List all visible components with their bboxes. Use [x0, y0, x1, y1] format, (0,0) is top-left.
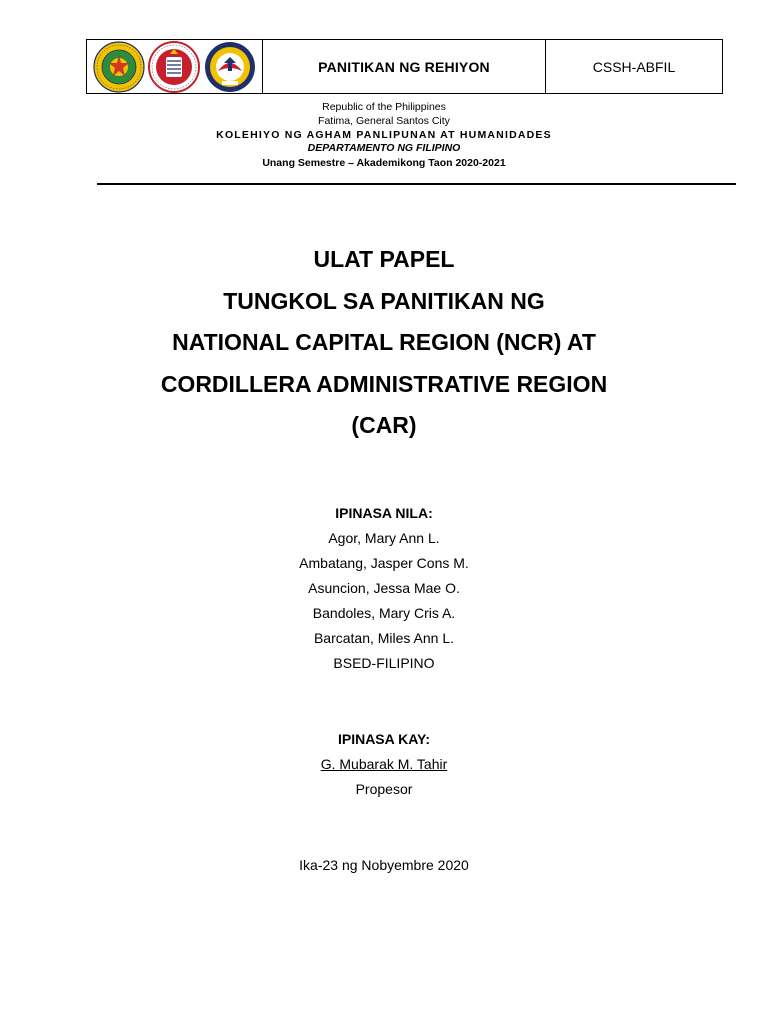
- logo-cell: [87, 40, 263, 93]
- title-line-2: TUNGKOL SA PANITIKAN NG: [223, 287, 545, 314]
- course-title: PANITIKAN NG REHIYON: [263, 40, 546, 93]
- submitted-to-heading: IPINASA KAY:: [337, 731, 431, 747]
- country-line: Republic of the Philippines: [322, 101, 446, 113]
- header-table: [86, 39, 723, 94]
- title-line-1: ULAT PAPEL: [313, 246, 455, 272]
- author-name: Ambatang, Jasper Cons M.: [299, 555, 469, 571]
- submission-date: Ika-23 ng Nobyembre 2020: [299, 857, 469, 873]
- submitted-to-section: [0, 727, 768, 802]
- course-code: CSSH-ABFIL: [592, 58, 676, 75]
- semester-line: Unang Semestre – Akademikong Taon 2020-2021: [262, 156, 506, 169]
- date-section: [0, 853, 768, 878]
- college-seal-logo: [148, 41, 200, 93]
- title-line-3: NATIONAL CAPITAL REGION (NCR) AT: [172, 329, 596, 355]
- submitted-by-heading: IPINASA NILA:: [335, 505, 433, 521]
- professor-name: G. Mubarak M. Tahir: [320, 756, 448, 772]
- professor-role: Propesor: [355, 781, 413, 797]
- program-name: BSED-FILIPINO: [333, 655, 435, 671]
- author-name: Asuncion, Jessa Mae O.: [308, 580, 460, 596]
- university-seal-logo: [93, 41, 145, 93]
- institution-block: [0, 101, 768, 170]
- header-divider: [97, 183, 736, 185]
- author-name: Bandoles, Mary Cris A.: [312, 605, 456, 621]
- title-line-4: CORDILLERA ADMINISTRATIVE REGION: [160, 370, 608, 397]
- department-line: DEPARTAMENTO NG FILIPINO: [307, 142, 461, 154]
- author-name: Agor, Mary Ann L.: [328, 530, 440, 546]
- submitted-by-section: [0, 501, 768, 676]
- location-line: Fatima, General Santos City: [318, 114, 450, 127]
- author-name: Barcatan, Miles Ann L.: [313, 630, 455, 646]
- department-seal-logo: [204, 41, 256, 93]
- college-line: KOLEHIYO NG AGHAM PANLIPUNAN AT HUMANIDADES: [216, 129, 552, 141]
- report-title: [0, 239, 768, 447]
- title-line-5: (CAR): [351, 412, 417, 438]
